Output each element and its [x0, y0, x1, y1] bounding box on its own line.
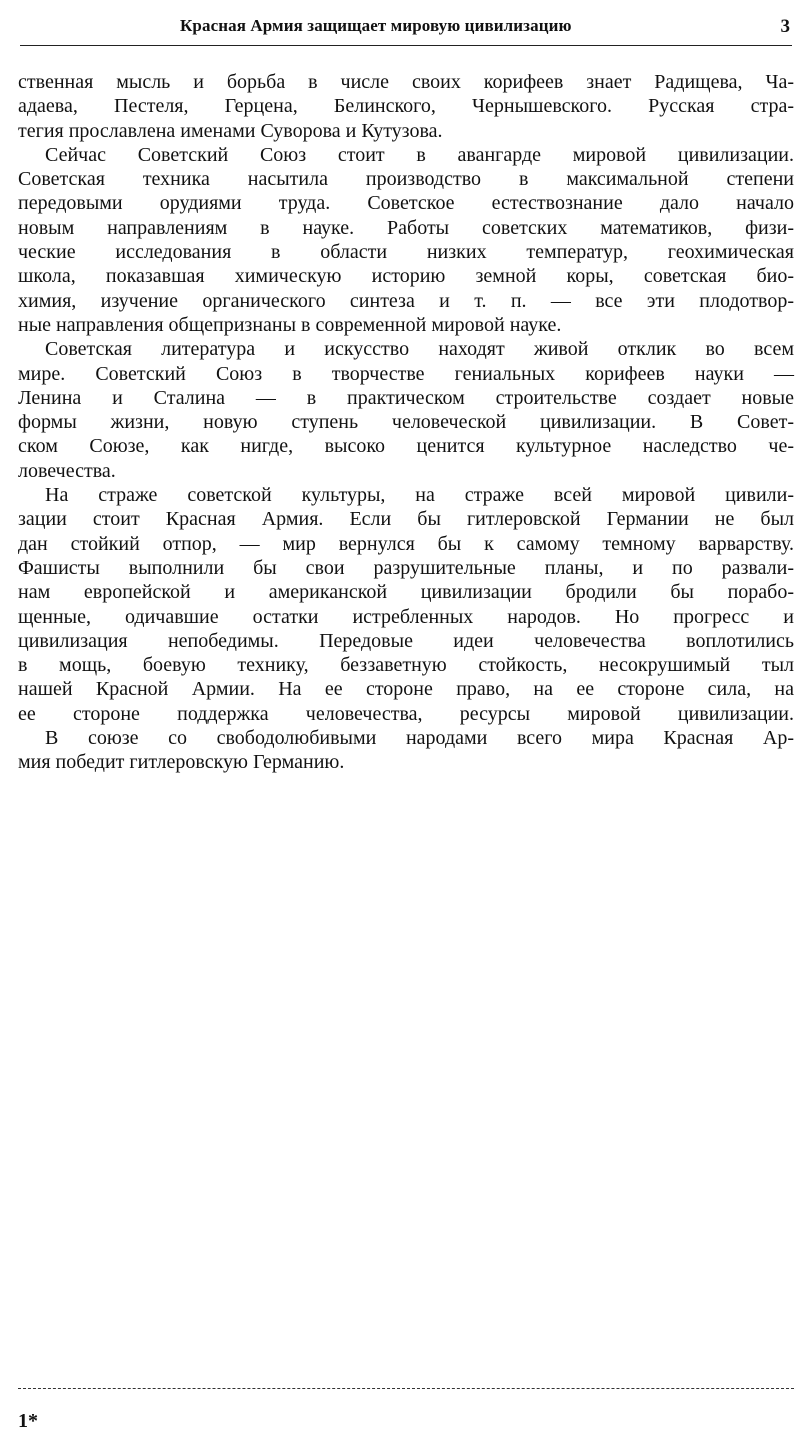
text-line: ском Союзе, как нигде, высоко ценится культурное наследство че- [18, 435, 794, 458]
text-line: ственная мысль и борьба в числе своих корифеев знает Радищева, Ча- [18, 71, 794, 93]
text-line: ловечества. [18, 459, 116, 482]
text-line: цивилизация непобедимы. Передовые идеи человечества воплотились [18, 629, 794, 652]
text-line: передовыми орудиями труда. Советское естествознание дало начало [18, 192, 794, 215]
text-line: В союзе со свободолюбивыми народами всего мира Красная Ар- [45, 727, 794, 750]
text-line: химия, изучение органического синтеза и т. п. — все эти плодотвор- [18, 289, 794, 312]
text-line: мире. Советский Союз в творчестве гениальных корифеев науки — [18, 362, 794, 385]
text-line: ее стороне поддержка человечества, ресурсы мировой цивилизации. [18, 702, 794, 725]
text-line: На страже советской культуры, на страже всей мировой цивили- [45, 484, 794, 507]
text-line: тегия прославлена именами Суворова и Кутузова. [18, 119, 443, 142]
page-number: 3 [780, 16, 790, 37]
text-line: Ленина и Сталина — в практическом строительстве создает новые [18, 386, 794, 409]
text-line: формы жизни, новую ступень человеческой цивилизации. В Совет- [18, 411, 794, 434]
text-line: школа, показавшая химическую историю земной коры, советская био- [18, 265, 794, 288]
text-line: Советская литература и искусство находят живой отклик во всем [45, 338, 794, 361]
text-line: Советская техника насытила производство в максимальной степени [18, 168, 794, 191]
body-text [18, 70, 794, 775]
text-line: нам европейской и американской цивилизации бродили бы порабо- [18, 581, 794, 604]
header-rule [20, 45, 792, 46]
text-line: адаева, Пестеля, Герцена, Белинского, Чернышевского. Русская стра- [18, 95, 794, 118]
text-line: ческие исследования в области низких температур, геохимическая [18, 241, 794, 264]
text-line: мия победит гитлеровскую Германию. [18, 751, 345, 774]
running-title: Красная Армия защищает мировую цивилизацию [180, 16, 572, 35]
text-line: щенные, одичавшие остатки истребленных народов. Но прогресс и [18, 605, 794, 628]
text-line: ные направления общепризнаны в современной мировой науке. [18, 313, 562, 336]
text-line: в мощь, боевую технику, беззаветную стойкость, несокрушимый тыл [18, 654, 794, 677]
text-line: новым направлениям в науке. Работы советских математиков, физи- [18, 216, 794, 239]
text-line: зации стоит Красная Армия. Если бы гитлеровской Германии не был [18, 508, 794, 531]
running-head [20, 14, 792, 40]
footer-rule [18, 1388, 794, 1389]
signature-mark: 1* [18, 1410, 38, 1432]
text-line: дан стойкий отпор, — мир вернулся бы к самому темному варварству. [18, 532, 794, 555]
text-line: Сейчас Советский Союз стоит в авангарде мировой цивилизации. [45, 143, 794, 166]
text-line: нашей Красной Армии. На ее стороне право, на ее стороне сила, на [18, 678, 794, 701]
text-line: Фашисты выполнили бы свои разрушительные планы, и по развали- [18, 556, 794, 579]
